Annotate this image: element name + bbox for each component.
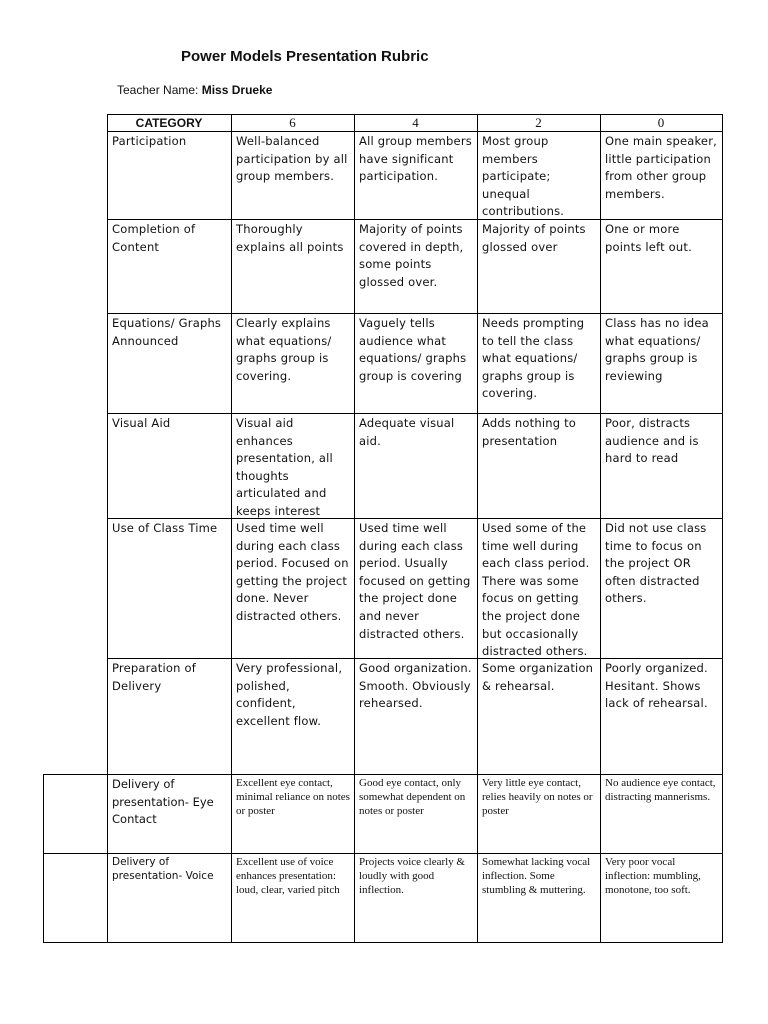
rubric-cell-score-0: Did not use class time to focus on the project OR often distracted others. <box>605 521 707 606</box>
header-category: CATEGORY <box>135 116 203 130</box>
rubric-cell-score-4: Majority of points covered in depth, some points glossed over. <box>359 222 464 289</box>
rubric-cell-score-0: Class has no idea what equations/ graphs group is reviewing <box>605 316 709 383</box>
table-border <box>43 774 44 943</box>
row-category: Delivery of presentation- Eye Contact <box>112 777 214 827</box>
rubric-cell-score-4: Vaguely tells audience what equations/ graphs group is covering <box>359 316 467 383</box>
row-category: Equations/ Graphs Announced <box>112 316 222 348</box>
row-divider <box>107 131 723 132</box>
row-divider <box>43 774 723 775</box>
page-title: Power Models Presentation Rubric <box>181 48 429 65</box>
table-border <box>722 114 723 943</box>
rubric-cell-score-4: All group members have significant participation. <box>359 134 472 184</box>
row-category: Delivery of presentation- Voice <box>112 856 214 882</box>
rubric-cell-score-6: Visual aid enhances presentation, all thoughts articulated and keeps interest <box>236 416 333 518</box>
row-divider <box>43 853 723 854</box>
rubric-cell-score-0: Very poor vocal inflection: mumbling, monotone, too soft. <box>605 856 701 896</box>
header-score-0: 0 <box>657 115 665 130</box>
rubric-cell-score-6: Clearly explains what equations/ graphs group is covering. <box>236 316 332 383</box>
rubric-cell-score-0: One main speaker, little participation from other group members. <box>605 134 717 201</box>
row-divider <box>107 219 723 220</box>
rubric-cell-score-6: Excellent eye contact, minimal reliance on notes or poster <box>236 777 350 817</box>
rubric-cell-score-2: Majority of points glossed over <box>482 222 586 254</box>
rubric-cell-score-2: Some organization & rehearsal. <box>482 661 594 693</box>
row-divider <box>107 518 723 519</box>
rubric-cell-score-4: Used time well during each class period. Usually focused on getting the project done and never distracted others. <box>359 521 471 641</box>
header-score-6: 6 <box>289 115 296 130</box>
rubric-cell-score-4: Good organization. Smooth. Obviously rehearsed. <box>359 661 472 711</box>
rubric-cell-score-6: Thoroughly explains all points <box>236 222 344 254</box>
column-divider <box>477 114 478 943</box>
row-divider <box>107 413 723 414</box>
rubric-cell-score-6: Used time well during each class period. Focused on getting the project done. Never distracted others. <box>236 521 349 623</box>
column-divider <box>231 114 232 943</box>
rubric-cell-score-4: Projects voice clearly & loudly with good inflection. <box>359 856 465 896</box>
row-divider <box>107 658 723 659</box>
rubric-cell-score-2: Used some of the time well during each class period. There was some focus on getting the project done but occasionally distracted others. <box>482 521 590 658</box>
rubric-cell-score-2: Needs prompting to tell the class what equations/ graphs group is covering. <box>482 316 585 401</box>
teacher-label: Teacher Name: <box>117 83 199 97</box>
row-category: Visual Aid <box>112 416 171 430</box>
column-divider <box>600 114 601 943</box>
table-border <box>107 114 108 943</box>
rubric-cell-score-0: Poor, distracts audience and is hard to read <box>605 416 699 466</box>
header-score-4: 4 <box>412 115 419 130</box>
rubric-cell-score-0: One or more points left out. <box>605 222 692 254</box>
rubric-cell-score-0: Poorly organized. Hesitant. Shows lack of rehearsal. <box>605 661 708 711</box>
row-divider <box>107 313 723 314</box>
rubric-cell-score-2: Most group members participate; unequal contributions. <box>482 134 565 219</box>
rubric-cell-score-2: Very little eye contact, relies heavily on notes or poster <box>482 777 593 817</box>
rubric-cell-score-6: Excellent use of voice enhances presentation: loud, clear, varied pitch <box>236 856 340 896</box>
row-category: Completion of Content <box>112 222 196 254</box>
rubric-cell-score-4: Good eye contact, only somewhat dependent on notes or poster <box>359 777 466 817</box>
column-divider <box>354 114 355 943</box>
row-category: Use of Class Time <box>112 521 218 535</box>
rubric-cell-score-0: No audience eye contact, distracting mannerisms. <box>605 777 716 803</box>
row-category: Preparation of Delivery <box>112 661 196 693</box>
table-border <box>43 942 723 943</box>
rubric-cell-score-6: Very professional, polished, confident, excellent flow. <box>236 661 343 728</box>
rubric-cell-score-2: Somewhat lacking vocal inflection. Some stumbling & muttering. <box>482 856 591 896</box>
teacher-name: Miss Drueke <box>201 83 273 97</box>
rubric-cell-score-6: Well-balanced participation by all group members. <box>236 134 348 184</box>
table-border <box>107 114 723 115</box>
rubric-cell-score-4: Adequate visual aid. <box>359 416 455 448</box>
rubric-cell-score-2: Adds nothing to presentation <box>482 416 577 448</box>
row-category: Participation <box>112 134 187 148</box>
header-score-2: 2 <box>535 115 542 130</box>
